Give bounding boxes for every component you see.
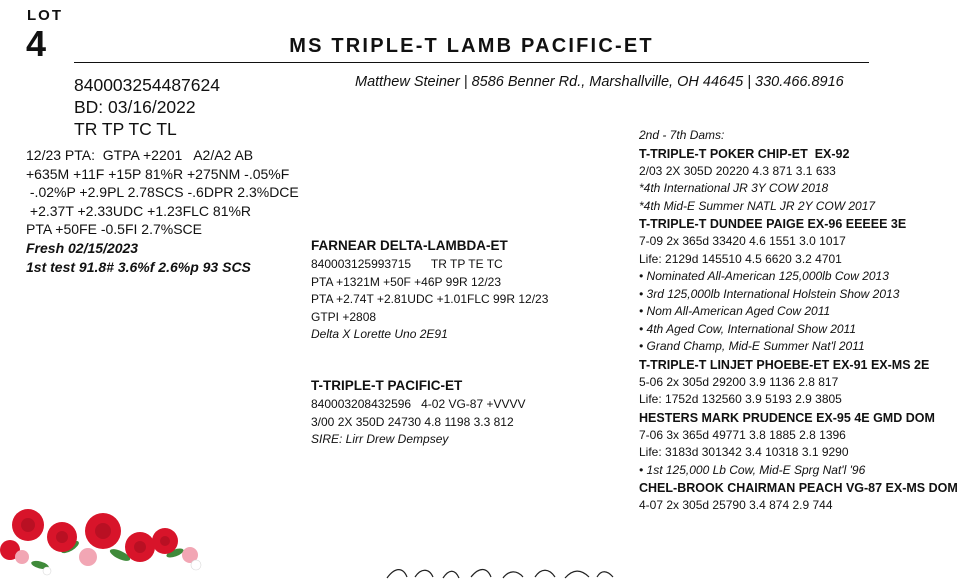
dam-sire: SIRE: Lirr Drew Dempsey (311, 432, 449, 446)
dam-5-record: 7-06 3x 365d 49771 3.8 1885 2.8 1396 (639, 427, 846, 442)
pta-block (26, 146, 299, 276)
registration-number: 840003254487624 (74, 75, 220, 95)
fresh-date: Fresh 02/15/2023 (26, 239, 139, 256)
sire-line: PTA +2.74T +2.81UDC +1.01FLC 99R 12/23 (311, 292, 549, 306)
dam-2-note: *4th Mid-E Summer NATL JR 2Y COW 2017 (639, 198, 876, 213)
sire-line: GTPI +2808 (311, 309, 377, 324)
title-underline (74, 62, 869, 63)
first-test: 1st test 91.8# 3.6%f 2.6%p 93 SCS (26, 258, 251, 275)
dam-4-name: T-TRIPLE-T LINJET PHOEBE-ET EX-91 EX-MS 2E (639, 357, 930, 372)
dam-2-name: T-TRIPLE-T POKER CHIP-ET EX-92 (639, 146, 850, 161)
dam-5-note: • 1st 125,000 Lb Cow, Mid-E Sprg Nat'l '96 (639, 462, 866, 477)
birth-date: BD: 03/16/2022 (74, 97, 196, 117)
dam-3-note: • 3rd 125,000lb International Holstein Show 2013 (639, 286, 900, 301)
sire-line: 840003125993715 TR TP TE TC (311, 257, 503, 271)
dam-5-lifetime: Life: 3183d 301342 3.4 10318 3.1 9290 (639, 445, 849, 459)
dam-line: 3/00 2X 350D 24730 4.8 1198 3.3 812 (311, 414, 514, 429)
signature-icon (385, 565, 615, 579)
lot-number: 4 (26, 23, 47, 64)
pta-line: PTA +50FE -0.5FI 2.7%SCE (26, 221, 202, 238)
dam-2-record: 2/03 2X 305D 20220 4.3 871 3.1 633 (639, 163, 836, 178)
lot-title: MS TRIPLE-T LAMB PACIFIC-ET (289, 35, 654, 57)
dam-3-note: • Grand Champ, Mid-E Summer Nat'l 2011 (639, 339, 865, 353)
flower-decoration-icon (0, 495, 215, 579)
pta-line: +635M +11F +15P 81%R +275NM -.05%F (26, 165, 290, 182)
dam-6-name: CHEL-BROOK CHAIRMAN PEACH VG-87 EX-MS DOM (639, 481, 958, 495)
dam-3-lifetime: Life: 2129d 145510 4.5 6620 3.2 4701 (639, 251, 842, 266)
sire-line: PTA +1321M +50F +46P 99R 12/23 (311, 274, 502, 289)
dam-4-record: 5-06 2x 305d 29200 3.9 1136 2.8 817 (639, 374, 839, 389)
pta-line: 12/23 PTA: GTPA +2201 A2/A2 AB (26, 147, 254, 163)
dam-3-name: T-TRIPLE-T DUNDEE PAIGE EX-96 EEEEE 3E (639, 217, 907, 231)
sire-name: FARNEAR DELTA-LAMBDA-ET (311, 238, 508, 253)
dam-line: 840003208432596 4-02 VG-87 +VVVV (311, 397, 526, 411)
pta-line: -.02%P +2.9PL 2.78SCS -.6DPR 2.3%DCE (26, 184, 299, 201)
consignor-info: Matthew Steiner | 8586 Benner Rd., Marshallville, OH 44645 | 330.466.8916 (355, 74, 844, 90)
dam-6-record: 4-07 2x 305d 25790 3.4 874 2.9 744 (639, 498, 833, 512)
dam-3-note: • Nominated All-American 125,000lb Cow 2013 (639, 269, 889, 283)
maternal-dams-section (639, 127, 958, 515)
genetic-codes: TR TP TC TL (74, 119, 177, 139)
pta-line: +2.37T +2.33UDC +1.23FLC 81%R (26, 202, 252, 219)
animal-id-block (74, 74, 220, 140)
sire-section (311, 236, 548, 344)
dam-name: T-TRIPLE-T PACIFIC-ET (311, 378, 463, 393)
dam-4-lifetime: Life: 1752d 132560 3.9 5193 2.9 3805 (639, 392, 842, 406)
dams-heading: 2nd - 7th Dams: (639, 128, 725, 142)
lot-label: LOT (27, 7, 63, 24)
dam-2-note: *4th International JR 3Y COW 2018 (639, 181, 829, 195)
dam-3-record: 7-09 2x 365d 33420 4.6 1551 3.0 1017 (639, 234, 846, 248)
sire-pedigree: Delta X Lorette Uno 2E91 (311, 327, 448, 341)
dam-3-note: • Nom All-American Aged Cow 2011 (639, 304, 831, 318)
dam-section (311, 376, 526, 449)
dam-3-note: • 4th Aged Cow, International Show 2011 (639, 321, 857, 336)
dam-5-name: HESTERS MARK PRUDENCE EX-95 4E GMD DOM (639, 410, 935, 425)
